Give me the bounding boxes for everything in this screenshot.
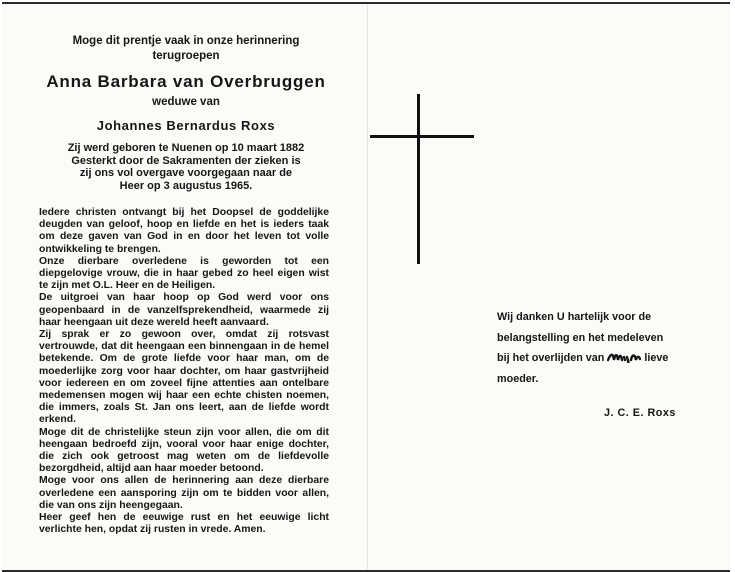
birth-line: zij ons vol overgave voorgegaan naar de bbox=[79, 167, 293, 179]
birth-line: Heer op 3 augustus 1965. bbox=[119, 179, 253, 192]
thanks-line-3-end: lieve bbox=[644, 352, 669, 364]
memorial-paragraph: Iedere christen ontvangt bij het Doopsel de goddelijke deugden van geloof, hoop en liefde en het is ieders taak om deze gaven van God in en door het leven tot volle ontwikkeling te brengen. bbox=[39, 207, 329, 255]
intro-line-2: terugroepen bbox=[152, 50, 220, 62]
memorial-paragraph: De uitgroei van haar hoop op God werd voor ons geopenbaard in de vanzelfsprekendheid, waarmede zij haar heengaan uit deze wereld heeft aanvaard. bbox=[39, 292, 329, 328]
memorial-paragraph: Heer geef hen de eeuwige rust en het eeuwige licht verlichte hen, opdat zij rusten in vrede. Amen. bbox=[39, 512, 329, 536]
cross-horizontal-bar bbox=[370, 135, 474, 138]
memorial-paragraph: Onze dierbare overledene is geworden tot een diepgelovige vrouw, die in haar gebed zo heel eigen wist te zijn met O.L. Heer en de Heiligen. bbox=[39, 255, 329, 292]
thanks-line-4: moeder. bbox=[497, 372, 539, 385]
birth-death-block bbox=[40, 142, 332, 192]
deceased-name: Anna Barbara van Overbruggen bbox=[46, 72, 326, 91]
memorial-paragraph: Moge voor ons allen de herinnering aan deze dierbare overledene een aansporing zijn om te bidden voor allen, die van ons zijn heengegaan. bbox=[39, 475, 329, 511]
handwritten-word bbox=[607, 350, 641, 362]
card-fold-line bbox=[367, 4, 368, 570]
memorial-paragraph: Zij sprak er zo gewoon over, omdat zij rotsvast vertrouwde, dat dit heengaan een binnengaan in de hemel betekende. Om de grote liefde voor haar man, om de moederlijke zorg voor haar dochter, om haar gastvrijheid voor iedereen en om zoveel fijne attenties aan ontelbare medemensen mogen wij haar een echte chisten noemen, die immers, zoals St. Jan ons leert, aan de liefde wordt erkend. bbox=[39, 329, 329, 426]
birth-line: Gesterkt door de Sakramenten der zieken is bbox=[71, 154, 301, 167]
handwritten-mijn-scribble bbox=[607, 351, 641, 363]
thanks-line-3-start: bij het overlijden van bbox=[497, 352, 605, 364]
husband-name: Johannes Bernardus Roxs bbox=[96, 118, 276, 133]
thanks-line-2: belangstelling en het medeleven bbox=[497, 331, 664, 344]
birth-line: Zij werd geboren te Nuenen op 10 maart 1882 bbox=[67, 142, 305, 154]
thanks-line-3 bbox=[497, 348, 697, 369]
card-header bbox=[40, 34, 332, 192]
thanks-line-1: Wij danken U hartelijk voor de bbox=[497, 311, 652, 323]
memorial-card bbox=[2, 2, 730, 572]
memorial-paragraph: Moge dit de christelijke steun zijn voor allen, die om dit heengaan bedroefd zijn, vooral voor haar enige dochter, die zich ook getroost mag weten om de liefdevolle bezorgdheid, altijd aan haar moeder betoond. bbox=[39, 426, 329, 475]
cross-vertical-bar bbox=[417, 94, 420, 264]
thanks-note bbox=[497, 307, 697, 389]
intro-line-1: Moge dit prentje vaak in onze herinnering bbox=[72, 35, 300, 47]
memorial-text bbox=[39, 207, 329, 536]
widow-of-label: weduwe van bbox=[152, 96, 220, 108]
signature: J. C. E. Roxs bbox=[604, 407, 676, 419]
